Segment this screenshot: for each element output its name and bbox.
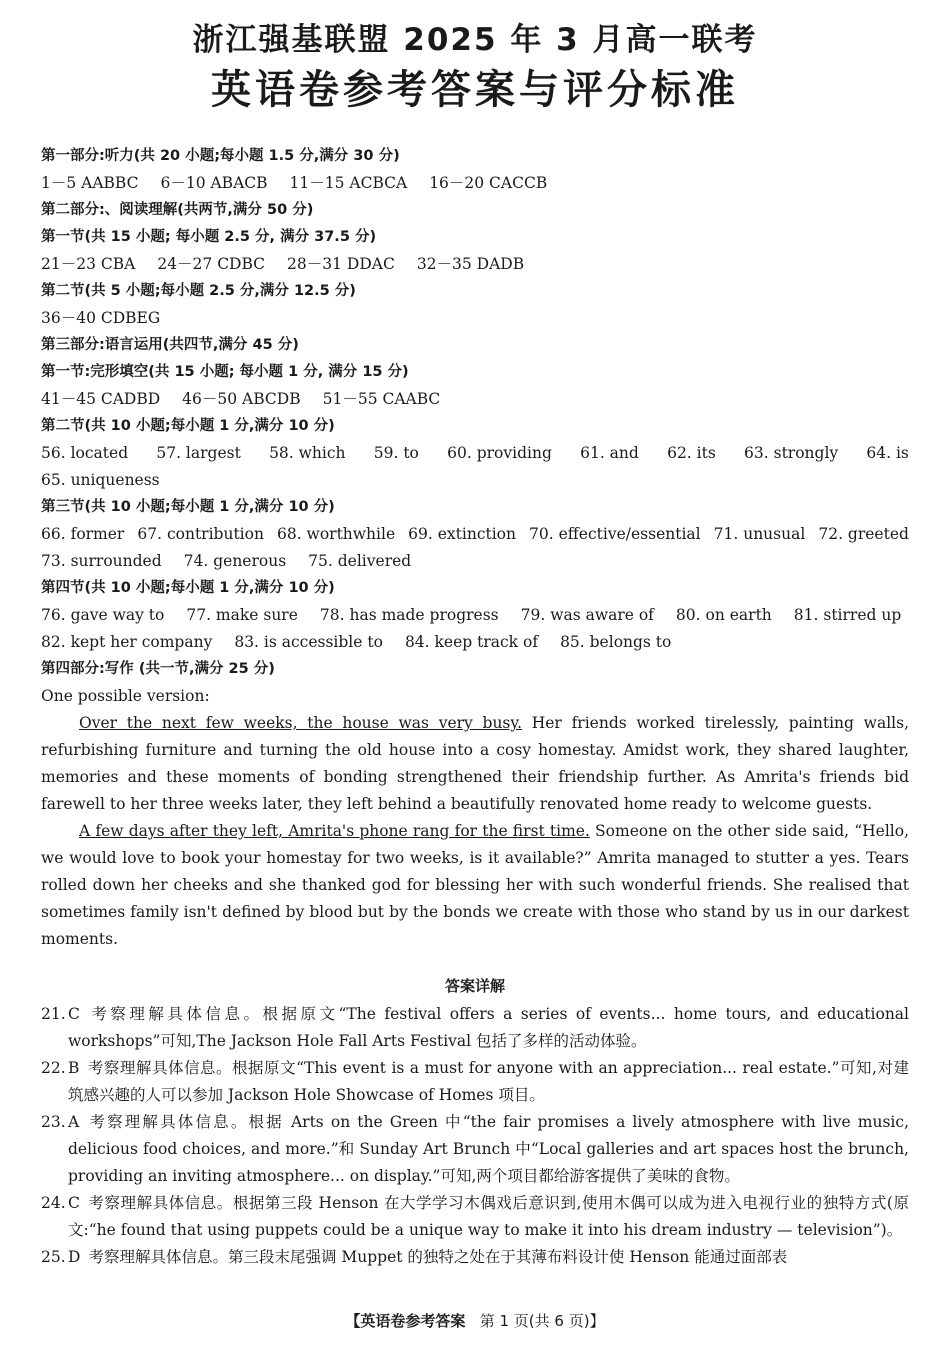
answer-item: 80. on earth [675,606,772,624]
detail-item [41,1109,909,1190]
answer-item: 60. providing [447,444,552,462]
detail-item [41,1055,909,1109]
answer-item: 73. surrounded [41,552,162,570]
answer-key: A [68,1113,80,1131]
essay-paragraph-2 [41,818,909,953]
question-number: 24. [41,1194,66,1212]
answer-group: 11－15 ACBCA [289,174,408,192]
part2-section1-answers [41,251,909,278]
paragraph-body: Her friends worked tirelessly, painting walls, refurbishing furniture and turning the old house into a cosy homestay. Amidst work, they shared laughter, memories and these moments of bonding strengthened their friendship further. As Amrita's friends bid farewell to her three weeks later, they left behind a beautifully renovated home ready to welcome guests. [41,714,909,813]
answer-group: 16－20 CACCB [429,174,548,192]
part2-section2-heading: 第二节(共 5 小题;每小题 2.5 分,满分 12.5 分) [41,283,356,299]
answer-item: 69. extinction [408,525,516,543]
answer-item: 68. worthwhile [276,525,396,543]
part2-section2-answers: 36－40 CDBEG [41,309,161,327]
question-number: 25. [41,1248,66,1266]
part3-section4-answers-line1 [41,602,909,629]
part3-section1-heading: 第一节:完形填空(共 15 小题; 每小题 1 分, 满分 15 分) [41,364,409,380]
paragraph-lead-sentence: A few days after they left, Amrita's phone rang for the first time. [79,822,590,840]
answer-item: 72. greeted [818,525,909,543]
answer-group: 32－35 DADB [416,255,525,273]
part3-section3-answers-line1 [41,521,909,548]
footer-doc-name: 【英语卷参考答案 [345,1312,466,1330]
answer-item: 71. unusual [713,525,806,543]
answer-content [41,143,909,953]
part3-section2-answers-line2: 65. uniqueness [41,471,160,489]
answer-details [41,1001,909,1271]
question-number: 23. [41,1113,66,1131]
part2-section1-heading: 第一节(共 15 小题; 每小题 2.5 分, 满分 37.5 分) [41,229,377,245]
question-number: 21. [41,1005,66,1023]
part3-section1-answers [41,386,909,413]
detail-item [41,1190,909,1244]
answer-item: 76. gave way to [41,606,165,624]
answer-item: 78. has made progress [319,606,499,624]
explanation: 考察理解具体信息。根据原文“The festival offers a series of events... home tours, and educational workshops”可知,The Jackson Hole Fall Arts Festival 包括了多样的活动体验。 [68,1005,909,1050]
answer-group: 1－5 AABBC [41,174,139,192]
answer-item: 61. and [580,444,639,462]
answer-item: 79. was aware of [520,606,654,624]
essay-paragraph-1 [41,710,909,818]
answer-key: C [68,1005,80,1023]
answer-key: B [68,1059,80,1077]
answer-item: 67. contribution [137,525,264,543]
explanation: 考察理解具体信息。根据第三段 Henson 在大学学习木偶戏后意识到,使用木偶可以成为进入电视行业的独特方式(原文:“he found that using puppets could be a unique way to make it into his dream industry — television”)。 [68,1194,909,1239]
part3-section4-answers-line2 [41,629,909,656]
detail-item [41,1244,909,1271]
answer-item: 59. to [373,444,419,462]
answer-item: 82. kept her company [41,633,213,651]
answer-item: 75. delivered [308,552,412,570]
footer-page-info: 第 1 页(共 6 页)】 [479,1312,605,1330]
answer-group: 28－31 DDAC [287,255,395,273]
answer-item: 62. its [667,444,716,462]
answer-item: 70. effective/essential [529,525,701,543]
paragraph-lead-sentence: Over the next few weeks, the house was very busy. [79,714,523,732]
part3-section4-heading: 第四节(共 10 小题;每小题 1 分,满分 10 分) [41,580,335,596]
answer-item: 64. is [866,444,909,462]
explanation: 考察理解具体信息。根据 Arts on the Green 中“the fair promises a lively atmosphere with live music, delicious food choices, and more.”和 Sunday Art Brunch 中“Local galleries and art spaces host the brunch, providing an inviting atmosphere... on display.”可知,两个项目都给游客提供了美味的食物。 [68,1113,909,1185]
answer-item: 66. former [41,525,125,543]
answer-item: 56. located [41,444,129,462]
part3-section3-heading: 第三节(共 10 小题;每小题 1 分,满分 10 分) [41,499,335,515]
answer-key: C [68,1194,80,1212]
part3-section2-answers-line1 [41,440,909,467]
answer-group: 21－23 CBA [41,255,136,273]
answer-item: 77. make sure [186,606,298,624]
answer-item: 85. belongs to [560,633,672,651]
answer-group: 24－27 CDBC [157,255,266,273]
part3-heading: 第三部分:语言运用(共四节,满分 45 分) [41,337,299,353]
answer-group: 51－55 CAABC [322,390,441,408]
answer-group: 46－50 ABCDB [182,390,301,408]
part4-heading: 第四部分:写作 (共一节,满分 25 分) [41,661,275,677]
page-footer [0,1310,950,1331]
question-number: 22. [41,1059,66,1077]
details-title: 答案详解 [444,977,505,995]
version-label: One possible version: [41,687,210,705]
answer-item: 58. which [269,444,346,462]
detail-item [41,1001,909,1055]
answer-item: 84. keep track of [404,633,539,651]
paragraph-body: Someone on the other side said, “Hello, we would love to book your homestay for two weeks, is it available?” Amrita managed to stutter a yes. Tears rolled down her cheeks and she thanked god for blessing her with such wonderful friends. She realised that sometimes family isn't defined by blood but by the bonds we create with those who stand by us in our darkest moments. [41,822,909,948]
exam-title: 浙江强基联盟 2025 年 3 月高一联考 [192,22,758,58]
part2-heading: 第二部分:、阅读理解(共两节,满分 50 分) [41,202,314,218]
explanation: 考察理解具体信息。第三段末尾强调 Muppet 的独特之处在于其薄布料设计使 Henson 能通过面部表 [88,1248,788,1266]
part3-section3-answers-line2 [41,548,909,575]
answer-item: 57. largest [156,444,241,462]
part1-answers [41,170,909,197]
part1-heading: 第一部分:听力(共 20 小题;每小题 1.5 分,满分 30 分) [41,148,400,164]
part3-section2-heading: 第二节(共 10 小题;每小题 1 分,满分 10 分) [41,418,335,434]
answer-item: 83. is accessible to [234,633,383,651]
document-title: 英语卷参考答案与评分标准 [211,67,739,113]
answer-group: 41－45 CADBD [41,390,161,408]
answer-group: 6－10 ABACB [160,174,268,192]
answer-item: 81. stirred up [793,606,902,624]
answer-item: 74. generous [183,552,287,570]
answer-key: D [68,1248,81,1266]
explanation: 考察理解具体信息。根据原文“This event is a must for anyone with an appreciation... real estate.”可知,对建筑感兴趣的人可以参加 Jackson Hole Showcase of Homes 项目。 [68,1059,909,1104]
answer-item: 63. strongly [744,444,839,462]
